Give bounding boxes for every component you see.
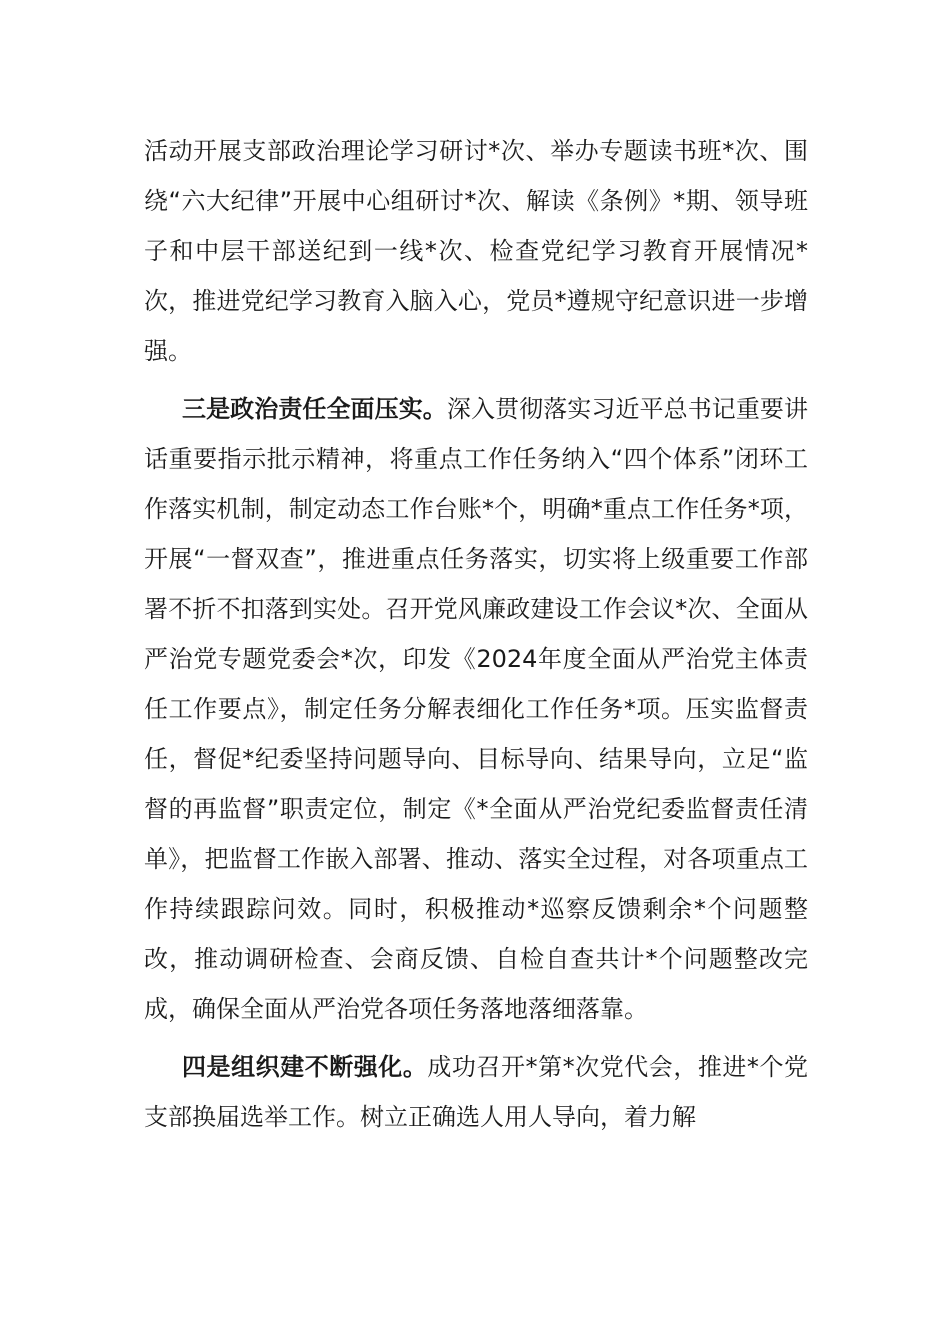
paragraph-organization-building <box>144 1042 808 1142</box>
paragraph-text: 活动开展支部政治理论学习研讨*次、举办专题读书班*次、围绕“六大纪律”开展中心组研讨*次、解读《条例》*期、领导班子和中层干部送纪到一线*次、检查党纪学习教育开展情况*次，推进党纪学习教育入脑入心，党员*遵规守纪意识进一步增强。 <box>144 137 808 365</box>
paragraph-text: 成功召开*第*次党代会，推进*个党支部换届选举工作。树立正确选人用人导向，着力解 <box>144 1053 809 1131</box>
paragraph-text: 深入贯彻落实习近平总书记重要讲话重要指示批示精神，将重点工作任务纳入“四个体系”闭环工作落实机制，制定动态工作台账*个，明确*重点工作任务*项，开展“一督双查”，推进重点任务落实，切实将上级重要工作部署不折不扣落到实处。召开党风廉政建设工作会议*次、全面从严治党专题党委会*次，印发《2024年度全面从严治党主体责任工作要点》，制定任务分解表细化工作任务*项。压实监督责任，督促*纪委坚持问题导向、目标导向、结果导向，立足“监督的再监督”职责定位，制定《*全面从严治党纪委监督责任清单》，把监督工作嵌入部署、推动、落实全过程，对各项重点工作持续跟踪问效。同时，积极推动*巡察反馈剩余*个问题整改，推动调研检查、会商反馈、自检自查共计*个问题整改完成，确保全面从严治党各项任务落地落细落靠。 <box>144 395 809 1023</box>
document-body <box>144 126 808 1142</box>
paragraph-continuation <box>144 126 808 376</box>
paragraph-political-responsibility <box>144 384 808 1034</box>
paragraph-heading: 三是政治责任全面压实。 <box>182 395 447 423</box>
paragraph-heading: 四是组织建不断强化。 <box>182 1053 428 1081</box>
